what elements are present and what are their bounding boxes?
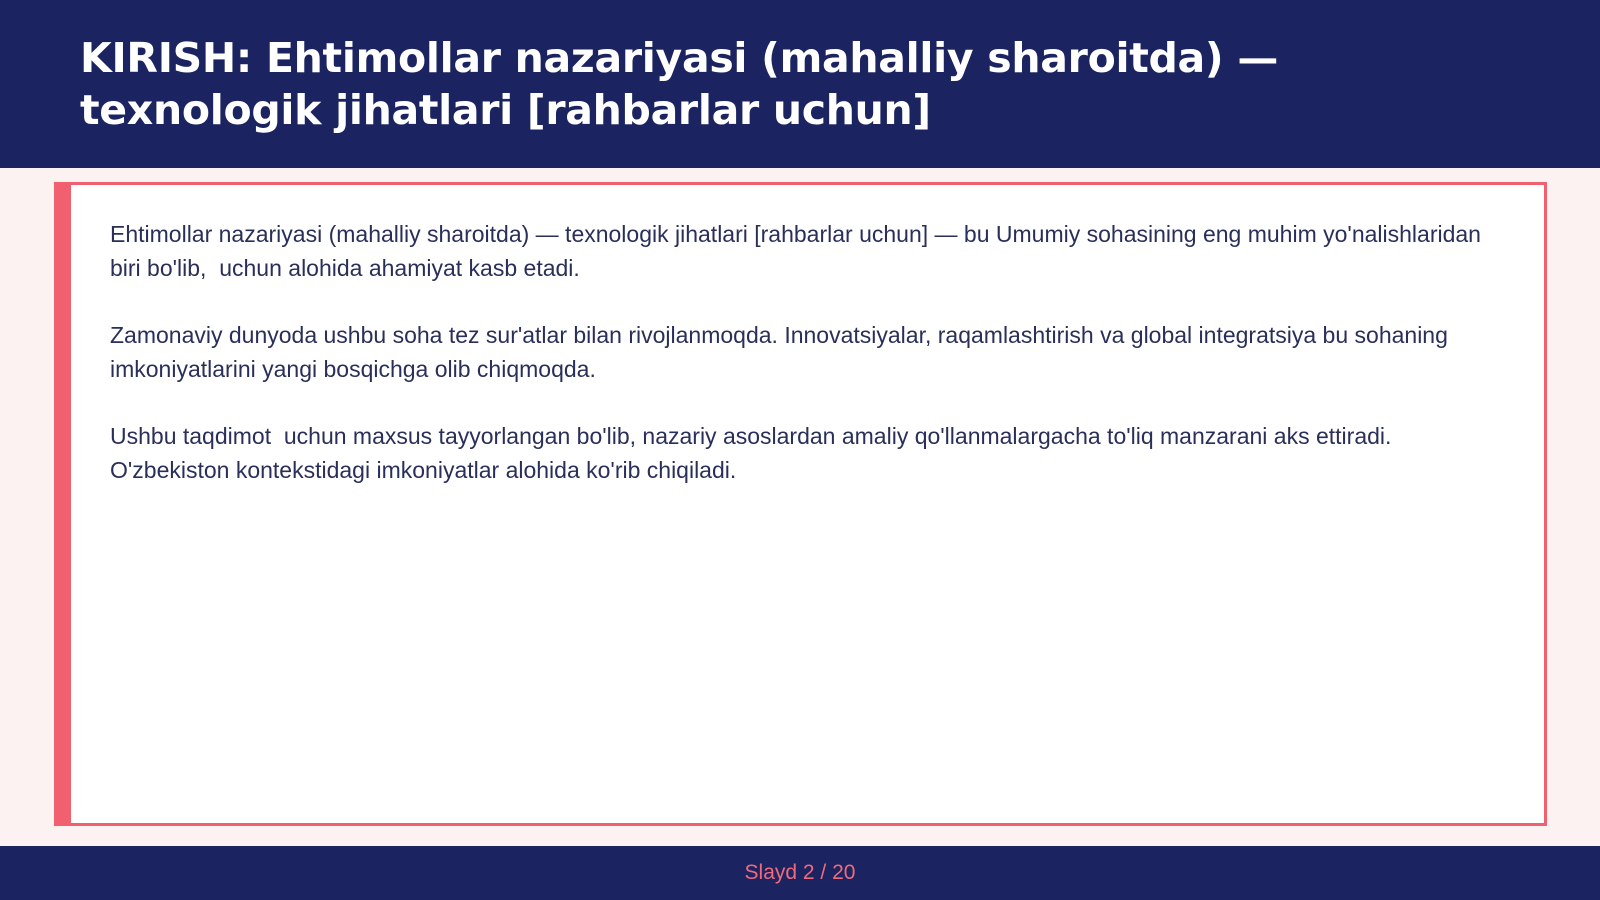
slide-header [0, 0, 1600, 168]
intro-paragraph: Ehtimollar nazariyasi (mahalliy sharoitda) — texnologik jihatlari [rahbarlar uchun] — bu Umumiy sohasining eng muhim yo'nalishlaridan biri bo'lib, uchun alohida ahamiyat kasb etadi. [110, 221, 1488, 281]
slide-number: Slayd 2 / 20 [744, 861, 856, 884]
presentation-paragraph: Ushbu taqdimot uchun maxsus tayyorlangan bo'lib, nazariy asoslardan amaliy qo'llanmalargacha to'liq manzarani aks ettiradi. O'zbekiston kontekstidagi imkoniyatlar alohida ko'rib chiqiladi. [110, 423, 1398, 483]
development-paragraph: Zamonaviy dunyoda ushbu soha tez sur'atlar bilan rivojlanmoqda. Innovatsiyalar, raqamlashtirish va global integratsiya bu sohaning imkoniyatlarini yangi bosqichga olib chiqmoqda. [110, 322, 1455, 382]
content-card [54, 182, 1547, 826]
slide-footer [0, 846, 1600, 900]
slide-title: KIRISH: Ehtimollar nazariyasi (mahalliy sharoitda) — texnologik jihatlari [rahbarlar uchun] [80, 34, 1279, 134]
